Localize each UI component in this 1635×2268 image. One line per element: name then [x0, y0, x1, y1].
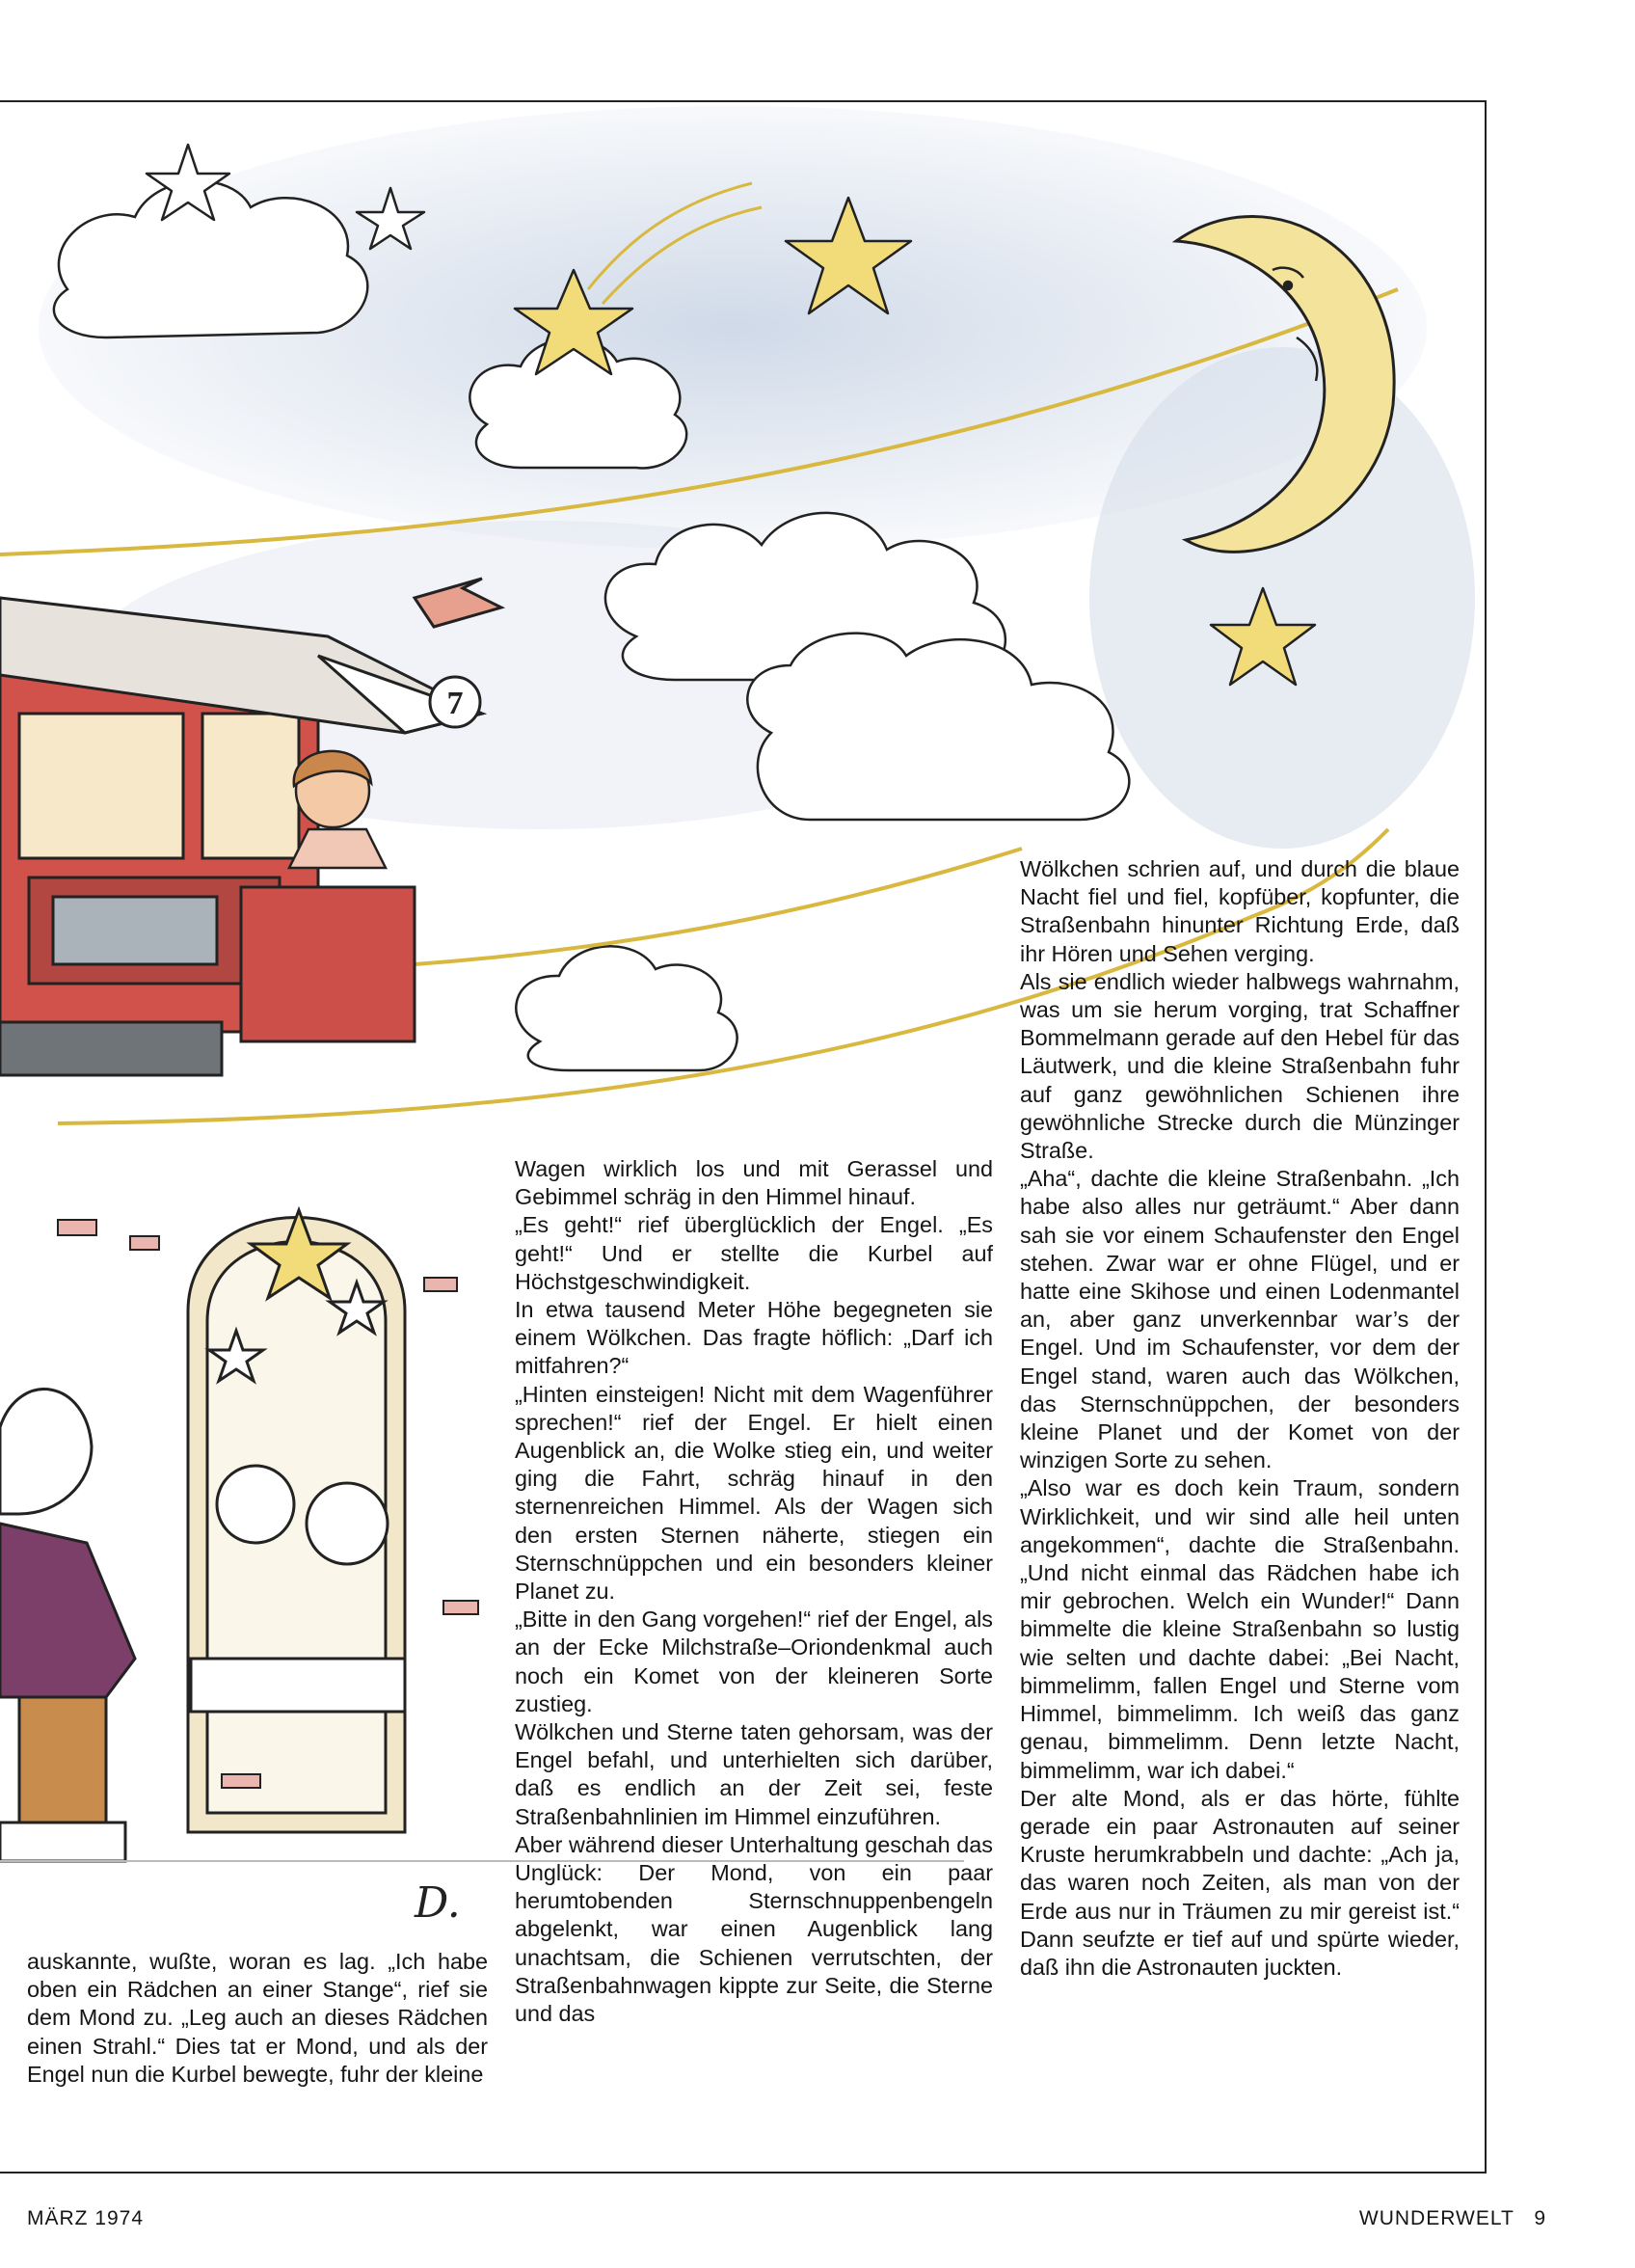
tram-number: 7: [446, 686, 464, 721]
page-number: 9: [1534, 2207, 1546, 2229]
paragraph: Wagen wirklich los und mit Gerassel und Gebimmel schräg in den Himmel hinauf.: [515, 1156, 993, 1210]
artist-signature: D.: [415, 1878, 461, 1928]
magazine-name: WUNDERWELT: [1358, 2207, 1514, 2229]
paragraph: In etwa tausend Meter Höhe begegneten sie einem Wölkchen. Das fragte höflich: „Darf ich mitfahren?“: [515, 1297, 993, 1379]
paragraph: Wölkchen und Sterne taten gehorsam, was der Engel befahl, und unterhielten sich darüber, daß es endlich an der Zeit sei, feste Straßenbahnlinien im Himmel einzuführen.: [515, 1719, 993, 1829]
paragraph: Als sie endlich wieder halbwegs wahrnahm, was um sie herum vorging, trat Schaffner Bommelmann gerade auf den Hebel für das Läutwerk, und die kleine Straßenbahn fuhr auf ganz gewöhnlichen Schienen ihre gewöhnliche Strecke durch die Münzinger Straße.: [1020, 968, 1460, 1164]
child-in-coat: [0, 1390, 135, 1861]
paragraph: „Bitte in den Gang vorgehen!“ rief der Engel, als an der Ecke Milchstraße–Oriondenkmal auch noch ein Komet von der kleineren Sorte zustieg.: [515, 1606, 993, 1716]
shop-window: [188, 1210, 405, 1832]
cloud-large-right: [747, 634, 1129, 820]
paragraph: Der alte Mond, als er das hörte, fühlte gerade ein paar Astronauten auf seiner Kruste herumkrabbeln und dachte: „Ach ja, das waren noch Zeiten, als man von der Erde aus nur in Träumen zu mir gereist ist.“ Dann seufzte er tief auf und spürte wieder, daß ihn die Astronauten juckten.: [1020, 1785, 1460, 1980]
paragraph: auskannte, wußte, woran es lag. „Ich habe oben ein Rädchen an einer Stange“, rief sie dem Mond zu. „Leg auch an dieses Rädchen einen Strahl.“ Dies tat er Mond, und als der Engel nun die Kurbel bewegte, fuhr der kleine: [27, 1949, 488, 2087]
issue-date: MÄRZ 1974: [27, 2207, 145, 2229]
paragraph: „Aha“, dachte die kleine Straßenbahn. „Ich habe also alles nur geträumt.“ Aber dann sah sie vor einem Schaufenster den Engel stehen. Zwar war er ohne Flügel, und er hatte eine Skihose und einen Lodenmantel an, aber ganz unverkennbar war’s der Engel. Und im Schaufenster, vor dem der Engel stand, waren auch das Wölkchen, das Sternschnüppchen, der besonders kleine Planet und der Komet von der winzigen Sorte zu sehen.: [1020, 1166, 1460, 1473]
paragraph: Wölkchen schrien auf, und durch die blaue Nacht fiel und fiel, kopfüber, kopfunter, die Straßenbahn hinunter Richtung Erde, daß ihr Hören und Sehen verging.: [1020, 856, 1460, 966]
text-column-right: [1020, 855, 1460, 1982]
cloud-lower: [516, 946, 737, 1070]
text-column-left: [27, 1948, 488, 2089]
paragraph: „Hinten einsteigen! Nicht mit dem Wagenführer sprechen!“ rief der Engel. Er hielt einen Augenblick an, die Wolke stieg ein, und weiter ging die Fahrt, schräg hinauf in den sternenreichen Himmel. Als der Wagen sich den ersten Sternen näherte, stiegen ein Sternschnüppchen und ein besonders kleiner Planet zu.: [515, 1381, 993, 1605]
text-column-middle: [515, 1155, 993, 2028]
folio: [1359, 2207, 1546, 2230]
paragraph: Aber während dieser Unterhaltung geschah das Unglück: Der Mond, von ein paar herumtobenden Sternschnuppenbengeln abgelenkt, war einen Augenblick lang unachtsam, die Schienen verrutschten, der Straßenbahnwagen kippte zur Seite, die Sterne und das: [515, 1831, 993, 2027]
paragraph: „Also war es doch kein Traum, sondern Wirklichkeit, und wir sind alle heil unten angekommen“, dachte die Straßenbahn. „Und nicht einmal das Rädchen habe ich mir gebrochen. Welch ein Wunder!“ Dann bimmelte die kleine Straßenbahn so lustig wie selten und dachte dabei: „Bei Nacht, bimmelimm, fallen Engel und Sterne vom Himmel, bimmelimm. Ich weiß das ganz genau, bimmelimm. Denn letzte Nacht, bimmelimm, war ich dabei.“: [1020, 1475, 1460, 1783]
paragraph: „Es geht!“ rief überglücklich der Engel. „Es geht!“ Und er stellte die Kurbel auf Höchstgeschwindigkeit.: [515, 1212, 993, 1294]
